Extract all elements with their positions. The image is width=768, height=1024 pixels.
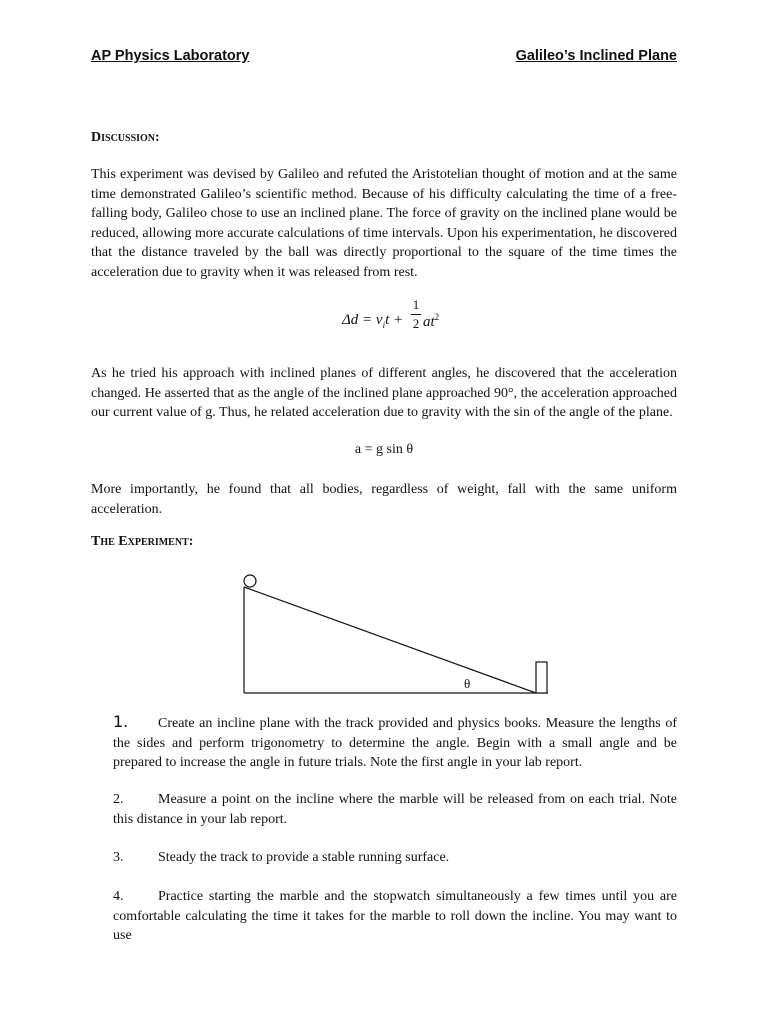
- angle-theta-label: θ: [464, 676, 471, 691]
- step-number: 3.: [113, 850, 124, 865]
- stopper-block: [536, 662, 547, 693]
- step-text: Practice starting the marble and the stopwatch simultaneously a few times until you are comfortable calculating the time it takes for the marble to roll down the incline. You may want to use: [113, 889, 677, 943]
- step-3: [113, 848, 677, 868]
- incline-slope: [244, 587, 536, 693]
- page-header: [91, 48, 677, 64]
- sine-equation: a = g sin θ: [354, 442, 414, 457]
- step-4: [113, 887, 677, 946]
- step-number: 4.: [113, 889, 124, 904]
- step-text: Measure a point on the incline where the marble will be released from on each trial. Note this distance in your lab report.: [113, 792, 677, 827]
- step-text: Create an incline plane with the track provided and physics books. Measure the lengths of the sides and perform trigonometry to determine the angle. Begin with a small angle and be prepared to increase the angle in future trials. Note the first angle in your lab report.: [113, 716, 677, 770]
- equation-fraction: [411, 298, 421, 331]
- step-number: 2.: [113, 792, 124, 807]
- fraction-denominator: 2: [412, 316, 420, 331]
- discussion-paragraph-3: More importantly, he found that all bodies, regardless of weight, fall with the same uniform acceleration.: [91, 482, 677, 517]
- experiment-heading: The Experiment:: [91, 534, 194, 549]
- discussion-heading: Discussion:: [91, 130, 160, 145]
- header-course-title: AP Physics Laboratory: [91, 48, 250, 64]
- equation-lhs-subscript: i: [382, 320, 386, 330]
- step-number: 1.: [113, 712, 129, 731]
- equation-lhs: Δd = v: [342, 312, 383, 328]
- kinematics-equation: [342, 298, 452, 342]
- equation-rhs-exponent: 2: [434, 312, 440, 322]
- discussion-paragraph-2: As he tried his approach with inclined planes of different angles, he discovered that the acceleration changed. He asserted that as the angle of the inclined plane approached 90°, the acceleration approached our current value of g. Thus, he related acceleration due to gravity with the sin of the angle of the plane.: [91, 366, 677, 420]
- discussion-paragraph-1: This experiment was devised by Galileo and refuted the Aristotelian thought of motion and at the same time demonstrated Galileo’s scientific method. Because of his difficulty calculating the time of a free-falling body, Galileo chose to use an inclined plane. The force of gravity on the inclined plane would be reduced, allowing more accurate calculations of time intervals. Upon his experimentation, he discovered that the distance traveled by the ball was directly proportional to the square of the time times the acceleration due to gravity when it was released from rest.: [91, 167, 677, 280]
- inclined-plane-diagram: [236, 570, 556, 702]
- step-1: [113, 712, 677, 773]
- fraction-bar: [411, 314, 421, 315]
- fraction-numerator: 1: [412, 297, 420, 312]
- equation-lhs-tail: t +: [385, 312, 404, 328]
- header-lab-title: Galileo’s Inclined Plane: [515, 48, 677, 64]
- step-2: [113, 790, 677, 829]
- marble-icon: [244, 575, 256, 587]
- equation-rhs: at: [423, 314, 435, 330]
- step-text: Steady the track to provide a stable running surface.: [158, 850, 450, 865]
